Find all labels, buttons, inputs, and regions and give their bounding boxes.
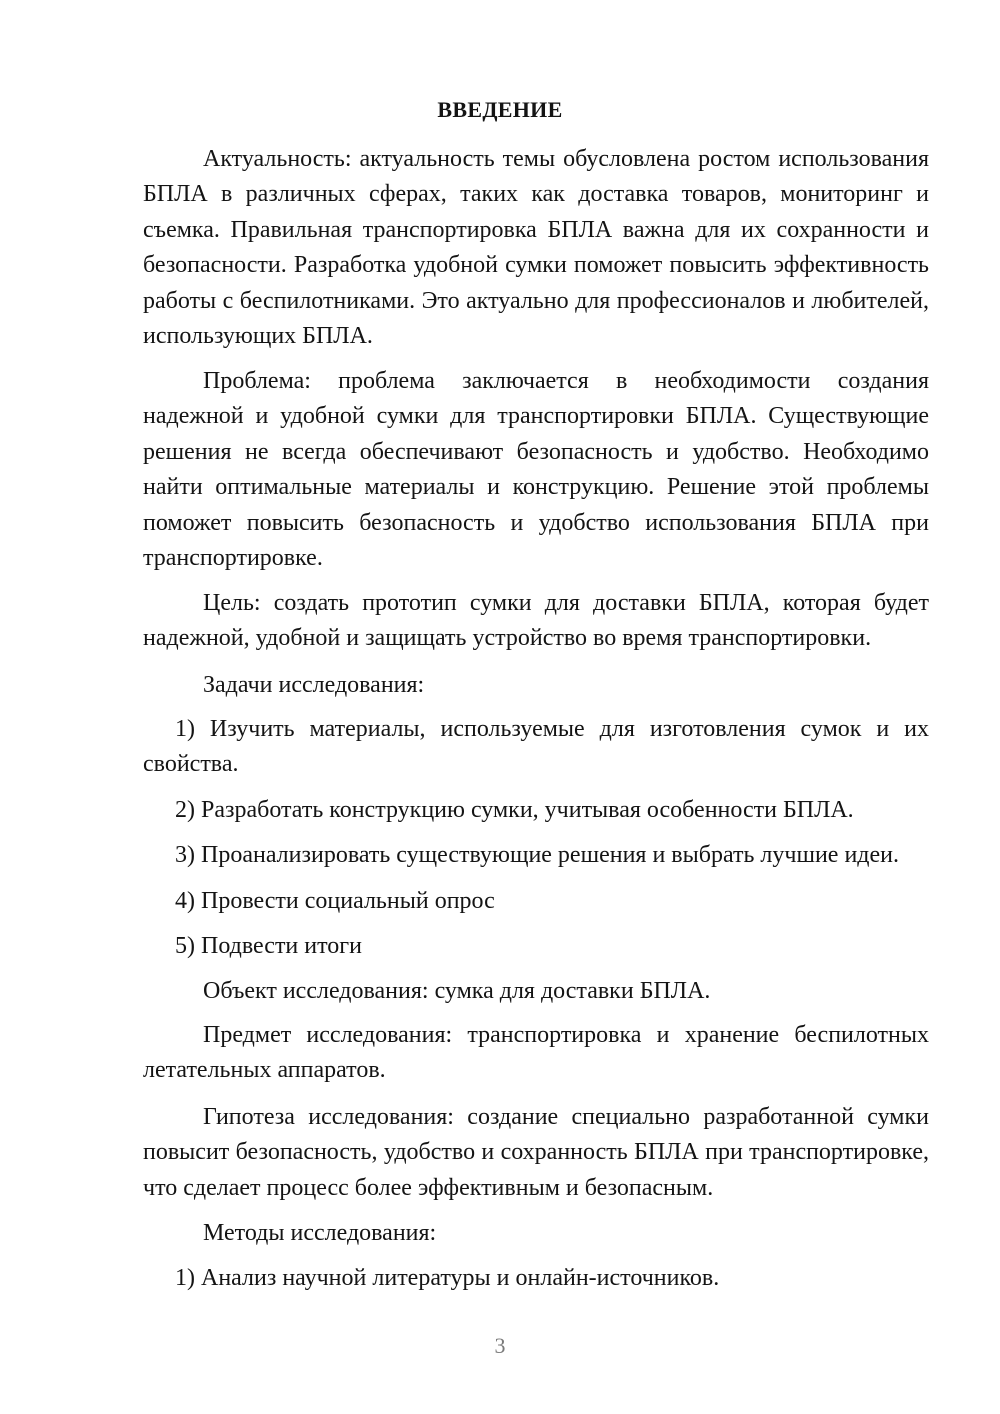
tasks-heading: Задачи исследования:: [203, 672, 425, 698]
page-number: 3: [494, 1333, 506, 1358]
methods-heading: Методы исследования:: [203, 1220, 437, 1246]
task-item-3: 3) Проанализировать существующие решения и выбрать лучшие идеи.: [175, 842, 899, 868]
section-title: ВВЕДЕНИЕ: [437, 97, 563, 122]
subject-paragraph: Предмет исследования: транспортировка и хранение беспилотных летательных аппаратов.: [143, 1022, 929, 1084]
hypothesis-paragraph: Гипотеза исследования: создание специально разработанной сумки повысит безопасность, удобство и сохранность БПЛА при транспортировке, что сделает процесс более эффективным и безопасным.: [143, 1104, 929, 1201]
relevance-paragraph: Актуальность: актуальность темы обусловлена ростом использования БПЛА в различных сферах, таких как доставка товаров, мониторинг и съемка. Правильная транспортировка БПЛА важна для их сохранности и безопасности. Разработка удобной сумки поможет повысить эффективность работы с беспилотниками. Это актуально для профессионалов и любителей, использующих БПЛА.: [143, 146, 929, 350]
goal-paragraph: Цель: создать прототип сумки для доставки БПЛА, которая будет надежной, удобной и защищать устройство во время транспортировки.: [143, 590, 929, 652]
task-item-2: 2) Разработать конструкцию сумки, учитывая особенности БПЛА.: [175, 797, 854, 823]
task-item-5: 5) Подвести итоги: [175, 933, 362, 959]
problem-paragraph: Проблема: проблема заключается в необходимости создания надежной и удобной сумки для транспортировки БПЛА. Существующие решения не всегда обеспечивают безопасность и удобство. Необходимо найти оптимальные материалы и конструкцию. Решение этой проблемы поможет повысить безопасность и удобство использования БПЛА при транспортировке.: [143, 368, 929, 572]
task-item-4: 4) Провести социальный опрос: [175, 888, 495, 914]
object-paragraph: Объект исследования: сумка для доставки БПЛА.: [203, 978, 711, 1004]
task-item-1: 1) Изучить материалы, используемые для изготовления сумок и их свойства.: [143, 716, 929, 778]
method-item-1: 1) Анализ научной литературы и онлайн-источников.: [175, 1265, 720, 1291]
